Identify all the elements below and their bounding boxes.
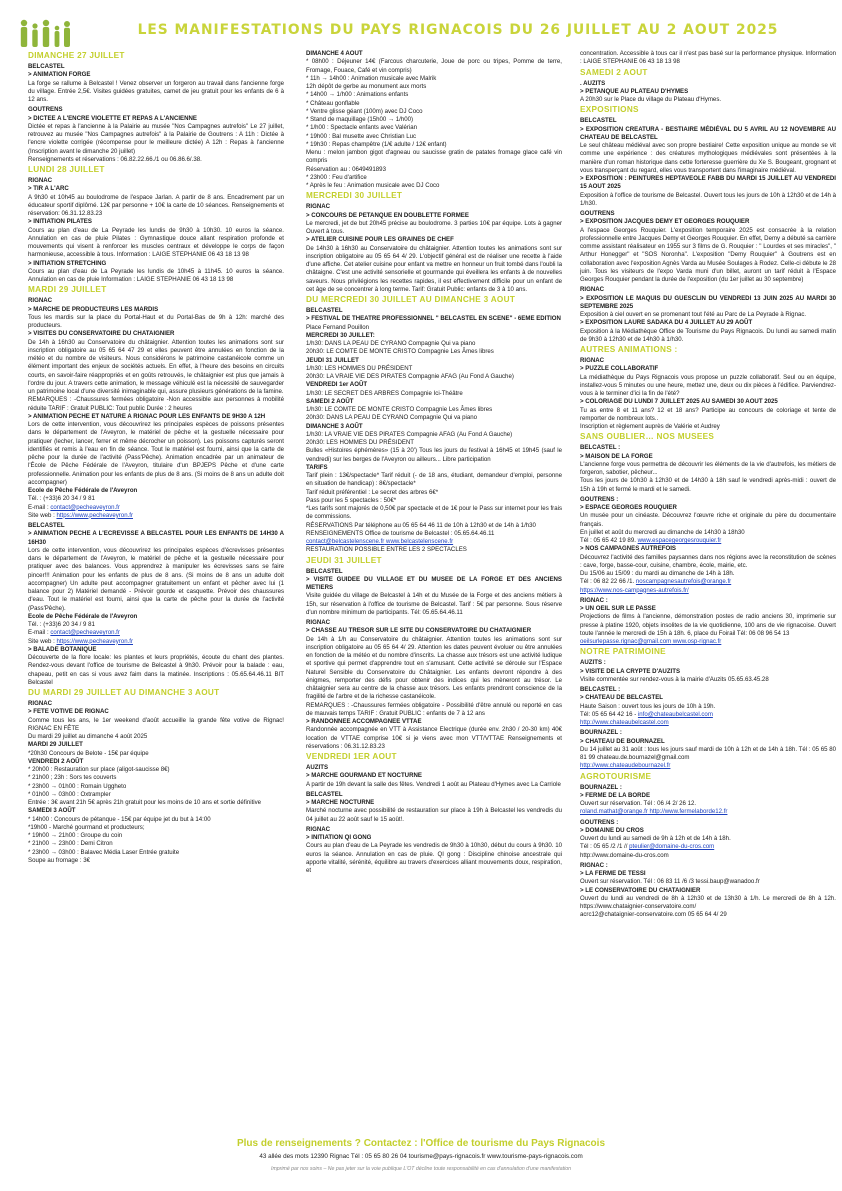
- event-text: 20h30: DANS LA PEAU DE CYRANO Compagnie Qui va piano: [306, 414, 478, 422]
- event-title: > EXPOSITION : PEINTURES HEPTAVEOLE FABB DU MARDI 15 JUILLET AU VENDREDI 15 AOUT 2025: [580, 175, 836, 191]
- section-heading: LUNDI 28 JUILLET: [28, 165, 105, 174]
- event-text: * 11h → 14h00 : Animation musicale avec Malrik: [306, 74, 437, 82]
- family-silhouette-icon: [16, 18, 76, 48]
- contact-line: [580, 587, 836, 595]
- event-text: Inscription et règlement auprès de Valérie et Audrey: [580, 423, 720, 430]
- section-heading: DIMANCHE 27 JUILLET: [28, 51, 125, 60]
- events-columns: [28, 50, 836, 1133]
- event-title: > BALADE BOTANIQUE: [28, 645, 97, 653]
- contact-line: [306, 538, 562, 546]
- event-text: Le mercredi, jet de but 20h45 précise au boulodrome. 3 parties 10€ par équipe. Lots à gagner Ouvert à tous.: [306, 219, 562, 235]
- contact-link[interactable]: contact@pecheaveyron.fr: [50, 629, 120, 637]
- location-label: AUZITS: [306, 764, 329, 771]
- event-text: Cours au plan d'eau de La Peyrade les lundis de 10h45 à 11h45. 10 euros la séance. Annulation en cas de pluie Information : LAIGE STEPHANIE 06 43 18 13 98: [28, 267, 284, 283]
- event-text: En juillet et août du mercredi au dimanche de 14h30 à 18h30: [580, 528, 745, 536]
- location-label: BELCASTEL :: [580, 686, 621, 693]
- contact-label: Tél : 05 65 42 19 89.: [580, 537, 638, 544]
- event-title: > ATELIER CUISINE POUR LES GRAINES DE CHEF: [306, 236, 454, 244]
- event-title: > LE CONSERVATOIRE DU CHATAIGNIER: [580, 886, 701, 894]
- event-title: > NOS CAMPAGNES AUTREFOIS: [580, 545, 676, 553]
- event-text: REMARQUES : -Chaussures fermées obligatoire -Non accessible aux personnes à mobilité réduite TARIF : Gratuit PUBLIC: Tout public Durée : 2 heures: [28, 396, 284, 412]
- event-text: Réservation au : 0649491893: [306, 165, 386, 173]
- event-title: > MARCHE DE PRODUCTEURS LES MARDIS: [28, 305, 159, 313]
- event-text: * Ventre glisse géant (100m) avec DJ Coco: [306, 107, 423, 115]
- event-text: *20h30 Concours de Belote - 15€ par équipe: [28, 749, 149, 757]
- location-label: BOURNAZEL :: [580, 729, 622, 737]
- event-title: TARIFS: [306, 463, 328, 471]
- event-title: > VISITES DU CONSERVATOIRE DU CHATAIGNIER: [28, 330, 175, 338]
- event-text: Du 15/06 au 15/09 : du mardi au dimanche de 14h à 18h.: [580, 570, 735, 577]
- event-text: L'ancienne forge vous permettra de découvrir les éléments de la vie d'autrefois, les métiers de forgeron, sabotier, pêcheur...: [580, 460, 836, 476]
- section-heading: DU MERCREDI 30 JUILLET AU DIMANCHE 3 AOUT: [306, 295, 516, 304]
- contact-line: [28, 638, 284, 646]
- event-text: Marché nocturne avec possibilité de restauration sur place à 19h à Belcastel les vendredis du 04 juillet au 22 août sauf le 15 août!.: [306, 807, 562, 823]
- event-title: VENDREDI 1er AOÛT: [306, 381, 368, 389]
- event-text: Dictée et repas à l'ancienne à la Palairie au musée "Nos Campagnes autrefois" Le 27 juillet, retrouvez au musée "Nos Campagnes autrefois" à la Palairie de Goutrens : A 11h : Dictée à l'encre violette corrigée (récompense pour le meilleure dictée) A 12h : Repas à l'ancienne (Inscription avant le dimanche 20 juillet): [28, 122, 284, 155]
- contact-line: [580, 537, 836, 545]
- contact-line: [580, 638, 836, 646]
- location-label: BOURNAZEL :: [580, 783, 622, 791]
- event-text: *19h00 - Marché gourmand et producteurs;: [28, 823, 145, 831]
- event-text: A 20h30 sur le Place du village du Plateau d'Hymes.: [580, 96, 722, 103]
- contact-link[interactable]: https://www.pecheaveyron.fr: [56, 511, 133, 519]
- column-2: [306, 50, 562, 1133]
- event-text: Tu as entre 8 et 11 ans? 12 et 18 ans? Participe au concours de coloriage et tente de remporter de nombreux lots..: [580, 406, 836, 422]
- event-text: Tarif réduit préférentiel : Le secret des arbres 6€*: [306, 488, 439, 496]
- event-title: > CHASSE AU TRESOR SUR LE SITE DU CONSERVATOIRE DU CHATAIGNIER: [306, 627, 532, 635]
- event-text: 20h30: LE COMTE DE MONTE CRISTO Compagnie Les Âmes libres: [306, 348, 494, 356]
- event-text: De 14h à 1/h au Conservatoire du châtaignier. Attention toutes les animations sont sur inscription obligatoire au 05 65 64 4/ 29. Attention les dates peuvent évoluer ou être annulées en fonction de la météo et du nombre d'inscrits. La chasse aux trésors est une activité ludique et sportive qui permet d'apprendre tout en s'amusant. Cette activité se déroule sur l'Espace Naturel Sensible du Conservatoire du Châtaignier. Les enfants devront répondre à des énigmes, remporter des défis pour obtenir des indices qui les mèneront au trésor. Le châtaignier sera au centre de la chasse aux trésors. Les enfants prendront conscience de la fragilité de l'arbre et de la richesse castanéicole.: [306, 635, 562, 701]
- event-text: Du 14 juillet au 31 août : tous les jours sauf mardi de 10h à 12h et de 14h à 18h. Tél : 05 65 80 81 99 chateau.de.bournazel@gmail.com: [580, 745, 836, 761]
- event-text: Ouvert du lundi au vendredi de 8h à 12h30 et de 13h30 à 1/h. Le mercredi de 8h à 12h. https://www.chataignier-conservatoire.com/: [580, 894, 836, 910]
- event-title: > INITIATION PILATES: [28, 218, 92, 226]
- location-label: BELCASTEL: [306, 307, 343, 314]
- event-text: RESTAURATION POSSIBLE ENTRE LES 2 SPECTACLES: [306, 546, 467, 554]
- event-title: SAMEDI 3 AOÛT: [28, 807, 76, 815]
- event-text: acrc12@chataignier-conservatoire.com 05 65 64 4/ 29: [580, 911, 727, 919]
- event-text: Découverte de la flore locale: les plantes et leurs propriétés, écoute du chant des plantes. Rendez-vous devant l'office de tourisme de Belcastel à 9h30. Prévoir pour la balade : eau, chapeau, petit en cas si vous avez faim dans la matinée. Inscriptions : 05.65.64.46.11 BIT Belcastel: [28, 654, 284, 686]
- event-text: * 14h00 : Concours de pétanque - 15€ par équipe jet du but à 14:00: [28, 815, 211, 823]
- event-text: * 14h00 → 1/h00 : Animations enfants: [306, 91, 409, 99]
- contact-link[interactable]: roland.mathat@orange.fr: [580, 808, 648, 816]
- event-title: DIMANCHE 3 AOÛT: [306, 422, 363, 430]
- contact-link[interactable]: noscampagnesautrefois@orange.fr: [635, 578, 732, 586]
- event-text: Ouvert sur réservation. Tél : 06 /4 2/ 26 12.: [580, 800, 697, 807]
- event-title: > ANIMATION PECHE A L'ECREVISSE A BELCASTEL POUR LES ENFANTS DE 14H30 A 16H30: [28, 530, 284, 546]
- event-text: RENSEIGNEMENTS Office de tourisme de Belcastel : 05.65.64.46.11: [306, 529, 495, 537]
- location-label: RIGNAC :: [580, 596, 608, 604]
- location-label: GOUTRENS :: [580, 495, 619, 503]
- event-text: Du mardi 29 juillet au dimanche 4 août 2025: [28, 733, 148, 740]
- event-text: 1/h30: LA VRAIE VIE DES PIRATES Compagnie AFAG (Au Fond A Gauche): [306, 430, 513, 438]
- event-text: * 01h00 → 03h00 : Oxtrampler: [28, 790, 111, 798]
- event-text: Projections de films à l'ancienne, démonstration postes de radio anciens 30, imprimerie sur presse à platine 1920, objets insolites de la vie quotidienne, 100 ans de vie rignacoise. Ouvert toute l'année le mercredi de 15h à 18h. 6, place du Foirail Tél: 06 08 96 54 13: [580, 613, 836, 637]
- event-text: Ouvert du lundi au samedi de 9h à 12h et de 14h à 18h.: [580, 835, 731, 842]
- event-text: A partir de 19h devant la salle des fêtes. Vendredi 1 août au Plateau d'Hymes avec La Carriole: [306, 780, 561, 788]
- event-text: * 19h00 → 21h00 : Groupe du coin: [28, 832, 123, 839]
- event-title: Ecole de Pêche Fédérale de l'Aveyron: [28, 487, 138, 494]
- event-title: > FERME DE LA BORDE: [580, 791, 651, 799]
- location-label: BELCASTEL :: [580, 444, 621, 452]
- event-text: * Château gonflable: [306, 99, 360, 107]
- contact-label: Tél : 05 65 /2 /1 //: [580, 843, 630, 851]
- event-title: > CHATEAU DE BELCASTEL: [580, 694, 664, 702]
- location-label: RIGNAC: [28, 700, 53, 707]
- page-title: LES MANIFESTATIONS DU PAYS RIGNACOIS DU 26 JUILLET AU 2 AOUT 2025: [137, 22, 779, 38]
- event-text: Lors de cette intervention, vous découvrirez les principales espèces de poissons présentes dans le département de l'Aveyron, le matériel de pêche et la gestuelle nécessaire pour pratiquer (lecher, lancer, ferrer et même décrocher un poisson). Les poissons capturés seront identifiés et remis à l'eau en fin de séance. Tout le matériel est fourni, ainsi que la carte de pêche pour la durée de l'activité (Pass'Pêche). Animation encadrée par un animateur de l'École de Pêche Fédérale de l'Aveyron, titulaire d'un BPJEPS Pêche et d'une carte professionnelle. Animation pour les enfants de plus de 8 ans. (Si moins de 8 ans un adulte doit accompagner): [28, 421, 284, 486]
- event-text: 12h dépôt de gerbe au monument aux morts: [306, 83, 427, 90]
- footer-address: 43 allée des mots 12390 Rignac Tél : 05 65 80 26 04 tourisme@pays-rignacois.fr www.tourisme-pays-rignacois.com: [259, 1153, 583, 1160]
- contact-label: Tél: 05 65 64 42 16 -: [580, 710, 638, 718]
- event-title: MERCREDI 30 JUILLET:: [306, 331, 375, 339]
- event-text: RÉSERVATIONS Par téléphone au 05 65 64 46 11 de 10h à 12h30 et de 14h à 1/h30: [306, 521, 536, 529]
- section-heading: MERCREDI 30 JUILLET: [306, 191, 403, 201]
- event-text: Exposition à ciel ouvert en se promenant tout l'été au Parc de La Peyrade à Rignac.: [580, 311, 807, 318]
- location-label: . AUZITS: [580, 79, 606, 87]
- location-label: RIGNAC: [306, 203, 331, 211]
- contact-line: [580, 843, 836, 851]
- contact-link[interactable]: http://www.chateaubelcastel.com: [580, 719, 669, 726]
- event-text: Ouvert sur réservation. Tél : 06 83 11 /6 /3 tessi.baup@wanadoo.fr: [580, 878, 760, 886]
- event-title: SAMEDI 2 AOÛT: [306, 397, 354, 405]
- event-text: Tarif plein : 13€/spectacle* Tarif réduit (- de 18 ans, étudiant, demandeur d'emploi, personne en situation de handicap) : 8€/spectacle*: [306, 472, 562, 488]
- contact-link[interactable]: pteulier@domaine-du-cros.com: [629, 843, 715, 851]
- event-title: > PETANQUE AU PLATEAU D'HYMES: [580, 87, 689, 95]
- contact-line: [580, 808, 836, 816]
- event-title: > EXPOSITION CREATURA - BESTIAIRE MÉDIÉVAL DU 5 AVRIL AU 12 NOVEMBRE AU CHATEAU DE BELCASTEL: [580, 125, 836, 141]
- event-title: > DOMAINE DU CROS: [580, 826, 644, 834]
- event-text: Tél. : (+33)6 20 34 / 9 81: [28, 621, 95, 628]
- event-title: > VISITE GUIDEE DU VILLAGE ET DU MUSEE DE LA FORGE ET DES ANCIENS METIERS: [306, 575, 562, 591]
- section-heading: EXPOSITIONS: [580, 105, 639, 115]
- event-text: http://www.domaine-du-cros.com: [580, 851, 669, 859]
- section-heading: VENDREDI 1ER AOUT: [306, 752, 397, 761]
- contact-link[interactable]: contact@belcastelenscene.fr: [306, 538, 385, 545]
- location-label: GOUTRENS: [580, 210, 615, 217]
- event-text: Randonnée accompagnée en VTT à Assistance Electrique (durée env. 2h30 / 20-30 km) 40€ location de VTTAE comprise 10€ si je viens avec mon VTT/VTTAE Renseignements et réservations : 06.31.12.83.23: [306, 726, 562, 750]
- event-title: > INITIATION STRETCHING: [28, 259, 107, 267]
- event-text: * 21h00 → 23h00 : Demi Citron: [28, 840, 113, 848]
- website-link[interactable]: www.belcastelenscene.fr: [384, 538, 454, 545]
- event-text: *Les tarifs sont majorés de 0,50€ par spectacle et de 1€ pour le Pass sur internet pour les frais de commissions.: [306, 505, 562, 521]
- event-text: A l'espace Georges Rouquier. L'exposition temporaire 2025 est consacrée à la relation professionnelle entre Jacques Demy et Georges Rouquier. En effet, Demy a débuté sa carrière comme assistant réalisateur en 1955 sur 3 films de G. Rouquier : " Lourdes et ses miracles", " Arthur Honegger" et "SOS Noronha". L'exposition "Demy Rouquier" à Goutrens est en collaboration avec l'exposition Agnès Varda au Musée Soulages à Rodez. Celle-ci débute le 28 juin. Tous les visiteurs de l'expo Varda muni d'un billet, auront un tarif réduit à l'Espace Georges Rouquier pendant la durée de l'exposition (du 1er juillet au 30 septembre): [580, 226, 836, 283]
- event-text: Entrée : 3€ avant 21h 5€ après 21h gratuit pour les moins de 10 ans et sortie définitive: [28, 799, 262, 806]
- event-title: > ANIMATION FORGE: [28, 71, 91, 79]
- event-title: > EXPOSITION LAURE SADAKA DU 4 JUILLET AU 29 AOÛT: [580, 319, 753, 327]
- event-text: 20h30: LES HOMMES DU PRÉSIDENT: [306, 439, 415, 446]
- contact-line: [28, 512, 284, 520]
- event-title: > EXPOSITION LE MAQUIS DU GUESCLIN DU VENDREDI 13 JUIN 2025 AU MARDI 30 SEPTEMBRE 2025: [580, 294, 836, 310]
- event-text: Cours au plan d'eau de La Peyrade les vendredis de 9h30 à 10h30, début du cours à 9h30. 10 euros la séance. Annulation en cas de pluie. QI gong : Discipline chinoise ancestrale qui apporte vitalité, sérénité, équilibre au travers d'exercices alliant mouvements doux, respiration, et: [306, 842, 562, 874]
- event-title: > MARCHE GOURMAND ET NOCTURNE: [306, 772, 422, 780]
- event-text: Visite guidée du village de Belcastel à 14h et du Musée de la Forge et des anciens métiers à 15h, sur réservation à l'office de tourisme de Belcastel. Tarif : 5€ par personne. Sous réserve d'un nombre minimum de participants. Tél: 05.65.64.46.11: [306, 592, 562, 616]
- contact-link[interactable]: oeilsurlepasse.rignac@gmail.com: [580, 638, 672, 645]
- section-heading: AGROTOURISME: [580, 771, 652, 781]
- event-text: Place Fernand Pouillon: [306, 323, 370, 331]
- location-label: GOUTRENS :: [580, 818, 619, 826]
- event-text: Exposition à la Médiathèque Office de Tourisme du Pays Rignacois. Du lundi au samedi matin de 9h30 à 12h30 et de 14h30 à 1/h30.: [580, 327, 836, 343]
- event-text: Tous les mardis sur la place du Portal-Haut et du Portal-Bas de 9h à 12h: marché des producteurs.: [28, 313, 284, 329]
- location-label: RIGNAC: [580, 286, 605, 294]
- event-title: > PUZZLE COLLABORATIF: [580, 365, 659, 373]
- event-title: > UN OEIL SUR LE PASSE: [580, 605, 656, 612]
- event-text: Soupe au fromage : 3€: [28, 856, 90, 864]
- event-text: Renseignements et réservations : 06.82.22.66./1 ou 06.86.6/.38.: [28, 155, 202, 163]
- event-title: > TIR A L'ARC: [28, 185, 69, 193]
- event-text: Haute Saison : ouvert tous les jours de 10h à 19h.: [580, 702, 716, 710]
- contact-label: Site web :: [28, 637, 57, 645]
- section-heading: AUTRES ANIMATIONS :: [580, 345, 678, 354]
- location-label: RIGNAC :: [580, 861, 608, 869]
- event-text: * 19h00 : Bal musette avec Christian Luc: [306, 132, 417, 140]
- event-title: > DICTEE A L'ENCRE VIOLETTE ET REPAS A L'ANCIENNE: [28, 114, 197, 122]
- event-text: Lors de cette intervention, vous découvrirez les principales espèces d'écrevisses présentes dans le département de l'Aveyron, le matériel de pêche et la gestuelle nécessaire pour pratiquer avec des balances. Vous apprendrez à manipuler les écrevisses sans se faire pincer!!! Animation pour les enfants de plus de 8 ans. (Si moins de 8 ans un adulte doit accompagner) Un adulte peut accompagner gratuitement un enfant et pêcher avec lui (1 balance pour 2) Matériel demandé - Prévoir gourde et casquette. Prévoir des chaussures d'eau. Tout le matériel est fourni, ainsi que la carte de pêche pour la durée de l'activité (Pass'Pêche).: [28, 546, 284, 612]
- event-text: * 1/h00 : Spectacle enfants avec Valérian: [306, 124, 417, 132]
- event-title: > ANIMATION PECHE ET NATURE A RIGNAC POUR LES ENFANTS DE 9H30 A 12H: [28, 412, 266, 420]
- event-text: A 9h30 et 10h45 au boulodrome de l'espace Jarlan. A partir de 8 ans. Encadrement par un éducateur sportif diplômé. 12€ par personne + 10€ la carte de 10 séances. Renseignements et réservation: 06.31.12.83.23: [28, 193, 284, 217]
- website-link[interactable]: http://www.fermelaborde12.fr: [647, 808, 728, 816]
- location-label: BELCASTEL: [306, 567, 343, 575]
- contact-link[interactable]: https://www.nos-campagnes-autrefois.fr/: [580, 586, 689, 594]
- event-title: > ESPACE GEORGES ROUQUIER: [580, 504, 677, 511]
- event-text: concentration. Accessible à tous car il n'est pas basé sur la performance physique. Information : LAIGE STEPHANIE 06 43 18 13 98: [580, 50, 836, 66]
- contact-line: [580, 711, 836, 719]
- event-title: DIMANCHE 4 AOÛT: [306, 50, 363, 57]
- event-text: * Stand de maquillage (15h00 → 1/h00): [306, 116, 414, 123]
- event-text: 1/h30: LES HOMMES DU PRÉSIDENT: [306, 364, 413, 372]
- event-text: Tél. : (+33)6 20 34 / 9 81: [28, 495, 95, 503]
- location-label: RIGNAC: [580, 357, 605, 364]
- event-title: > FESTIVAL DE THEATRE PROFESSIONNEL " BELCASTEL EN SCENE" - 6EME EDITION: [306, 315, 561, 323]
- event-title: > RANDONNEE ACCOMPAGNEE VTTAE: [306, 718, 422, 725]
- event-text: * Après le feu : Animation musicale avec DJ Coco: [306, 182, 440, 189]
- location-label: RIGNAC: [306, 825, 331, 833]
- contact-link[interactable]: contact@pecheaveyron.fr: [50, 503, 120, 511]
- event-title: JEUDI 31 JUILLET: [306, 356, 359, 364]
- event-text: Découvrez l'activité des familles paysannes dans nos régions avec la reconstitution de scènes : cave, forge, basse-cour, cuisine, chambre, école, mairie, etc.: [580, 553, 836, 569]
- event-text: Exposition à l'office de tourisme de Belcastel. Ouvert tous les jours de 10h à 12h30 et de 14h à 1/h30.: [580, 191, 836, 207]
- event-title: > MAISON DE LA FORGE: [580, 452, 653, 460]
- footer-disclaimer: Imprimé par nos soins – Ne pas jeter sur la voie publique L'OT décline toute responsabilité en cas d'annulation d'une manifestation: [271, 1166, 571, 1172]
- event-title: VENDREDI 2 AOÛT: [28, 757, 84, 765]
- event-title: > INITIATION QI GONG: [306, 834, 372, 841]
- event-text: La forge se rallume à Belcastel ! Venez observer un forgeron au travail dans l'ancienne forge du village. Entrée 2,5€. Visites guidées gratuites, camet de jeu gratuit pour les enfants de 6 à 12 ans.: [28, 79, 284, 103]
- event-text: REMARQUES : -Chaussures fermées obligatoire - Possibilité d'être annulé ou reporté en cas de mauvais temps TARIF : Gratuit PUBLIC : enfants de 7 à 12 ans: [306, 701, 562, 717]
- contact-label: Site web :: [28, 511, 57, 519]
- contact-line: [580, 719, 836, 727]
- contact-line: [580, 578, 836, 586]
- contact-label: E-mail :: [28, 503, 51, 511]
- event-title: > LA FERME DE TESSI: [580, 870, 646, 877]
- location-label: GOUTRENS: [28, 106, 63, 114]
- event-title: > EXPOSITION JACQUES DEMY ET GEORGES ROUQUIER: [580, 218, 750, 226]
- section-heading: NOTRE PATRIMOINE: [580, 647, 666, 657]
- event-text: 1/h30: LE COMTE DE MONTE CRISTO Compagnie Les Âmes libres: [306, 406, 493, 413]
- contact-link[interactable]: info@chateaubelcastel.com: [637, 710, 713, 718]
- location-label: BELCASTEL: [28, 63, 65, 70]
- section-heading: DU MARDI 29 JUILLET AU DIMANCHE 3 AOUT: [28, 688, 220, 697]
- event-text: Cours au plan d'eau de La Peyrade les lundis de 9h30 à 10h30. 10 euros la séance. Annulation en cas de pluie Pilates : Gymnastique douce allant respiration profonde et mouvements qui visent à renforcer les muscles centraux et développe le corps de façon harmonieuse, accessible à tous. Information : LAIGE STEPHANIE 06 43 18 13 98: [28, 226, 284, 259]
- event-text: De 14h30 à 16h30 au Conservatoire du châtaignier. Attention toutes les animations sont sur inscription obligatoire au 05 65 64 4/ 29. L'objectif général est de réaliser une recette à l'aide d'une affiche. Cet atelier cuisine pour enfant va mettre en honneur un fruit tombé dans l'oubli la châtaigne. C'est une activité sensorielle et gourmande qui éveillera les enfants à de nouvelles saveurs. Nous privilégions les recettes rapides, il est effectivement difficile pour un enfant de cet âge de se concentrer à long terme. Tarif: Gratuit Public: enfants de 3 à 10 ans.: [306, 244, 562, 293]
- column-3: [580, 50, 836, 1133]
- column-1: [28, 50, 284, 1133]
- location-label: RIGNAC: [28, 297, 53, 305]
- contact-label: E-mail :: [28, 629, 51, 637]
- event-title: > CONCOURS DE PETANQUE EN DOUBLETTE FORMEE: [306, 211, 469, 219]
- location-label: BELCASTEL: [580, 117, 617, 125]
- event-title: > FETE VOTIVE DE RIGNAC: [28, 708, 109, 716]
- event-text: * 08h00 : Déjeuner 14€ (Farcous charcuterie, Joue de porc ou tripes, Pomme de terre, Fromage, Fouace, Café et vin compris): [306, 58, 562, 74]
- location-label: RIGNAC: [28, 177, 53, 184]
- event-text: 1/h30: LE SECRET DES ARBRES Compagnie Ici-Théâtre: [306, 389, 463, 397]
- website-link[interactable]: www.osp-rignac.fr: [671, 638, 722, 645]
- event-title: > COLORIAGE DU LUNDI 7 JUILLET 2025 AU SAMEDI 30 AOUT 2025: [580, 398, 778, 406]
- event-text: La médiathèque du Pays Rignacois vous propose un puzzle collaboratif. Seul ou en équipe, installez-vous 5 minutes ou une heure, mettez une, deux ou dix pièces à l'édifice. Parviendrez-vous à le terminer d'ici la fin de l'été?: [580, 373, 836, 397]
- event-text: 1/h30: DANS LA PEAU DE CYRANO Compagnie Qui va piano: [306, 340, 476, 347]
- contact-label: Tél : 06 82 22 66 /1.: [580, 578, 636, 586]
- event-text: * 23h00 → 01h00 : Romain Uggheto: [28, 782, 127, 790]
- event-text: De 14h à 16h30 au Conservatoire du châtaignier. Attention toutes les animations sont sur inscription obligatoire au 05 65 64 47 29 et elles peuvent être annulées en fonction de la météo et du nombre de visiteurs. Nous considérons le patrimoine castanéicole comme un élément important des enjeux de sociétés actuels. En effet, à l'heure des besoins en circuits courts, en savoir-faire réappropriés et en goûts retrouvés, le châtaignier est plus que jamais à l'ordre du jour. A travers cette animation, le message véhiculé est la nécessité de sauvegarder un patrimoine local d'une diversité inimaginable qui, assure plusieurs générations de la famine.: [28, 338, 284, 395]
- contact-link[interactable]: http://www.chateaudebournazel.fr: [580, 762, 671, 770]
- location-label: AUZITS :: [580, 659, 606, 667]
- event-text: * 19h30 : Repas champêtre (1/€ adulte / 12€ enfant): [306, 140, 447, 148]
- event-text: Bulles «Histoires éphémères» (15 à 20') Tous les jours du festival à 16h45 et 19h45 (sauf le vendredi) sur les berges de l'Aveyron ou ailleurs... Libre participation: [306, 447, 562, 463]
- contact-line: [28, 504, 284, 512]
- location-label: BELCASTEL: [306, 790, 343, 798]
- contact-link[interactable]: www.espacegeorgesrouquier.fr: [637, 537, 722, 544]
- section-heading: SAMEDI 2 AOUT: [580, 67, 648, 77]
- event-text: Menu : melon jambon gigot d'agneau ou saucisse gratin de patates fromage glace café vin compris: [306, 149, 562, 165]
- event-text: Comme tous les ans, le 1er weekend d'août accueille la grande fête votive de Rignac! RIGNAC EN FÊTE: [28, 716, 284, 732]
- event-title: > CHATEAU DE BOURNAZEL: [580, 737, 665, 745]
- event-title: > MARCHE NOCTURNE: [306, 799, 375, 806]
- event-text: * 23h00 → 03h00 : Balavec Média Laser Entrée gratuite: [28, 848, 180, 856]
- event-title: MARDI 29 JUILLET: [28, 741, 83, 749]
- section-heading: SANS OUBLIER… NOS MUSEES: [580, 432, 715, 442]
- event-text: * 21h00 ; 23h : Sors tes couverts: [28, 774, 117, 782]
- event-text: Le seul château médiéval avec son propre bestiaire! Cette exposition unique au monde se vit comme une expérience : des créatures mythologiques médiévales sont présentées à la manière d'un roman historique dans cette forteresse guerrière du Xe S. Bougeant, grognant et vous transperçant du regard, elles vous transportent dans l'imaginaire médiéval.: [580, 142, 836, 174]
- location-label: RIGNAC: [306, 619, 331, 626]
- event-text: Pass pour les 5 spectacles : 50€*: [306, 496, 397, 504]
- event-title: Ecole de Pêche Fédérale de l'Aveyron: [28, 612, 138, 620]
- contact-link[interactable]: https://www.pecheaveyron.fr: [56, 637, 133, 645]
- event-text: * 23h00 : Feu d'artifice: [306, 173, 367, 181]
- event-text: Tous les jours de 10h30 à 12h30 et de 14h30 à 18h sauf le vendredi après-midi : ouvert de 15h à 19h et fermé le mardi et le samedi.: [580, 477, 836, 493]
- event-text: * 20h00 : Restauration sur place (aligot-saucisse 8€): [28, 766, 170, 773]
- contact-line: [580, 762, 836, 770]
- contact-line: [28, 629, 284, 637]
- event-title: > VISITE DE LA CRYPTE D'AUZITS: [580, 667, 681, 675]
- event-text: 20h30: LA VRAIE VIE DES PIRATES Compagnie AFAG (Au Fond A Gauche): [306, 373, 514, 380]
- section-heading: MARDI 29 JUILLET: [28, 285, 107, 295]
- location-label: BELCASTEL: [28, 522, 65, 529]
- event-text: Visite commentée sur rendez-vous à la mairie d'Auzits 05.65.63.45.28: [580, 675, 769, 683]
- footer-contact-title: Plus de renseignements ? Contactez : l'Office de tourisme du Pays Rignacois: [236, 1138, 606, 1149]
- event-text: Un musée pour un cinéaste. Découvrez l'œuvre riche et originale du père du documentaire français.: [580, 512, 836, 528]
- section-heading: JEUDI 31 JUILLET: [306, 555, 382, 565]
